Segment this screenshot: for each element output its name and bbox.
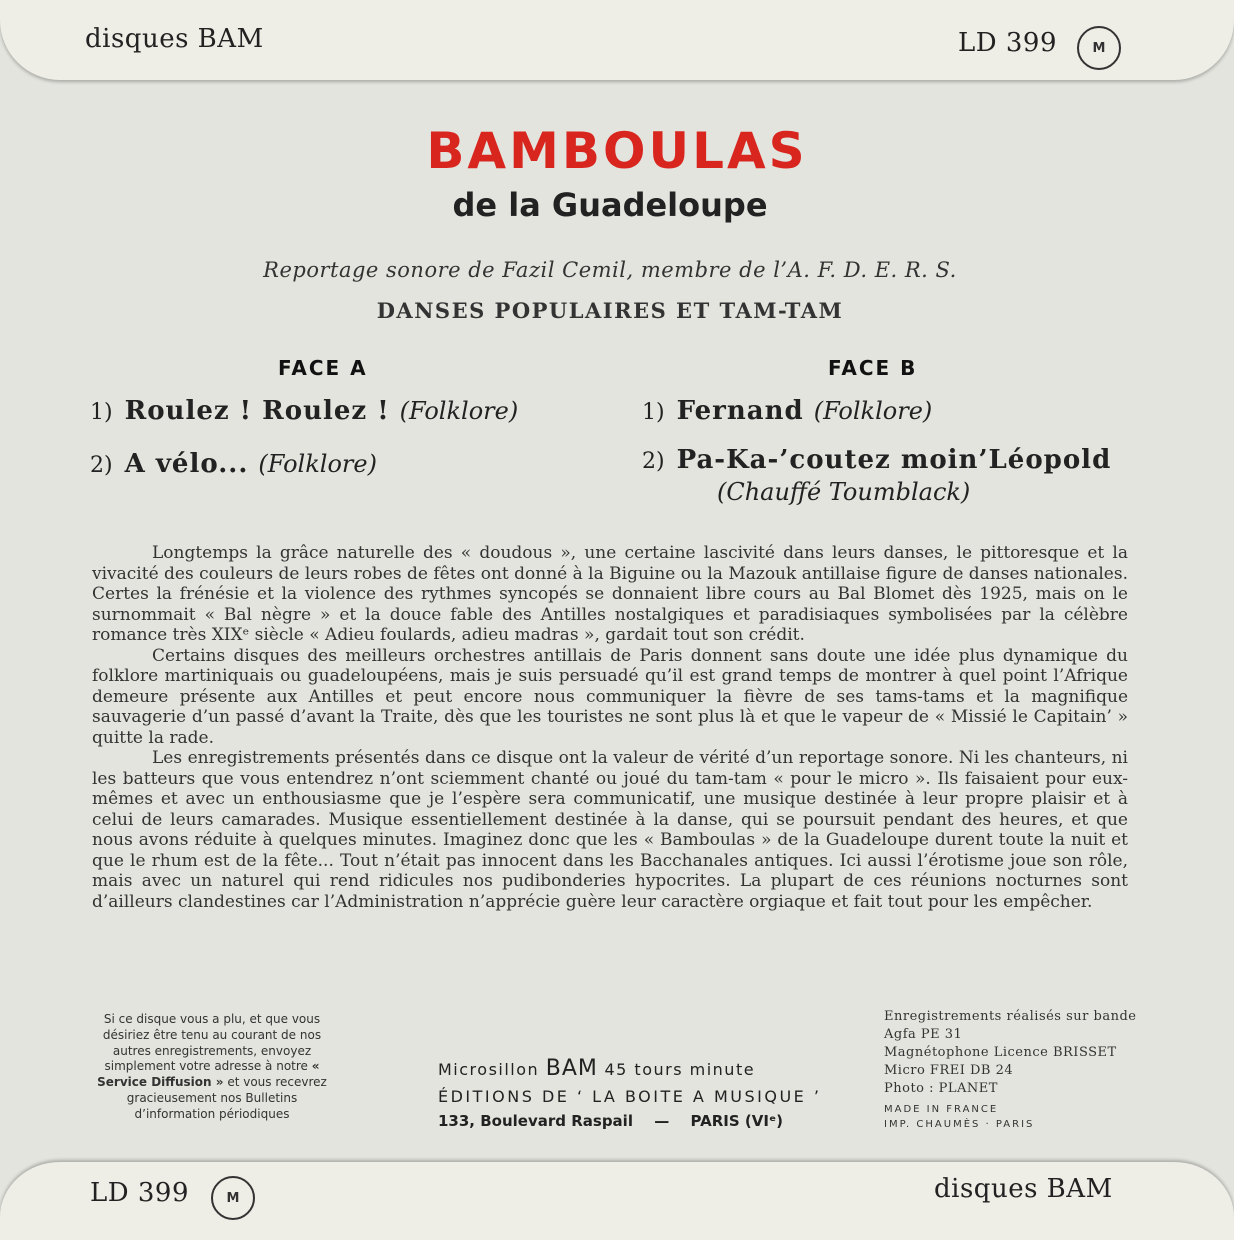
- track-number: 1): [642, 400, 665, 425]
- notice-service-name: « Service Diffusion »: [97, 1059, 320, 1090]
- top-flap: [0, 0, 1234, 80]
- track-genre: (Chauffé Toumblack): [717, 478, 971, 506]
- credit-line: Micro FREI DB 24: [884, 1063, 1014, 1078]
- track-name: A vélo...: [124, 449, 249, 479]
- track-genre: (Folklore): [399, 397, 519, 425]
- reportage-credit: Reportage sonore de Fazil Cemil, membre de l’A. F. D. E. R. S.: [263, 258, 957, 282]
- liner-notes: [92, 543, 1128, 912]
- made-in-france: MADE IN FRANCE: [884, 1104, 999, 1115]
- footer-catalog: LD 399: [90, 1178, 190, 1208]
- track-name: Fernand: [676, 396, 804, 426]
- genre-heading: DANSES POPULAIRES ET TAM-TAM: [376, 298, 844, 323]
- recording-credits: [884, 1008, 1164, 1132]
- face-a-track-2: [90, 449, 377, 479]
- notice-text-before: Si ce disque vous a plu, et que vous désiriez être tenu au courant de nos autres enregistrements, envoyez simplement votre adresse à notre: [102, 1012, 322, 1074]
- service-diffusion-notice: [88, 1012, 336, 1123]
- microsillon-label: Microsillon: [438, 1060, 540, 1079]
- m-mark-icon: M: [211, 1176, 255, 1220]
- credit-line: Enregistrements réalisés sur bande: [884, 1009, 1137, 1024]
- header-brand: disques BAM: [85, 24, 264, 54]
- address-dash: —: [654, 1112, 670, 1130]
- track-number: 2): [90, 453, 113, 478]
- track-name: Pa-Ka-’coutez moin’Léopold: [676, 445, 1112, 475]
- track-number: 2): [642, 449, 665, 474]
- face-b-track-1: [642, 396, 932, 426]
- track-genre: (Folklore): [258, 450, 377, 478]
- address-street: 133, Boulevard Raspail: [438, 1112, 633, 1130]
- album-title: BAMBOULAS: [426, 122, 808, 180]
- address-line: [438, 1112, 783, 1130]
- credit-line: Magnétophone Licence BRISSET: [884, 1045, 1117, 1060]
- publisher-name: ÉDITIONS DE ‘ LA BOITE A MUSIQUE ’: [438, 1087, 822, 1106]
- bam-label: BAM: [545, 1056, 598, 1081]
- credit-line: Photo : PLANET: [884, 1081, 998, 1096]
- address-city: PARIS (VIᵉ): [690, 1112, 783, 1130]
- m-mark-icon: M: [1077, 26, 1121, 70]
- face-a-heading: FACE A: [278, 356, 368, 380]
- printer-credit: IMP. CHAUMÈS · PARIS: [884, 1119, 1035, 1130]
- face-a-track-1: [90, 396, 518, 426]
- track-genre: (Folklore): [813, 397, 933, 425]
- face-b-track-2: [642, 445, 1111, 475]
- footer-brand: disques BAM: [934, 1174, 1113, 1204]
- speed-label: 45 tours minute: [604, 1060, 756, 1079]
- format-line: [438, 1056, 783, 1081]
- header-catalog: LD 399: [958, 28, 1058, 58]
- bottom-flap: [0, 1162, 1234, 1240]
- face-b-heading: FACE B: [828, 356, 918, 380]
- notice-text-after: et vous recevrez gracieusement nos Bulletins d’information périodiques: [126, 1075, 327, 1121]
- liner-paragraph-2: Certains disques des meilleurs orchestres antillais de Paris donnent sans doute une idée plus dynamique du folklore martiniquais ou guadeloupéens, mais je suis persuadé qu’il est grand temps de montrer à quel point l’Afrique demeure présente aux Antilles et peut encore nous communiquer la fièvre de ses tams-tams et la magnifique sauvagerie d’un passé d’avant la Traite, dès que les touristes ne sont plus là et que le vapeur de « Missié le Capitain’ » quitte la rade.: [92, 645, 1128, 748]
- track-number: 1): [90, 400, 113, 425]
- track-name: Roulez ! Roulez !: [124, 396, 390, 426]
- liner-paragraph-3: Les enregistrements présentés dans ce disque ont la valeur de vérité d’un reportage sonore. Ni les chanteurs, ni les batteurs que vous entendrez n’ont sciemment chanté ou joué du tam-tam « pour le micro ». Ils faisaient pour eux-mêmes et avec un enthousiasme que je l’espère sera communicatif, une musique destinée à leur propre plaisir et à celui de leurs camarades. Musique essentiellement destinée à la danse, qui se poursuit pendant des heures, et que nous avons réduite à quelques minutes. Imaginez donc que les « Bamboulas » de la Guadeloupe durent toute la nuit et que le rhum est de la fête... Tout n’était pas innocent dans les Bacchanales antiques. Ici aussi l’érotisme joue son rôle, mais avec un naturel qui rend ridicules nos pudibonderies hypocrites. La plupart de ces réunions nocturnes sont d’ailleurs clandestines car l’Administration n’apprécie guère leur caractère orgiaque et fait tout pour les empêcher.: [92, 748, 1128, 912]
- liner-paragraph-1: Longtemps la grâce naturelle des « doudous », une certaine lascivité dans leurs danses, le pittoresque et la vivacité des couleurs de leurs robes de fêtes ont donné à la Biguine ou la Mazouk antillaise figure de danses nationales. Certes la frénésie et la violence des rythmes syncopés se donnaient libre cours au Bal Blomet dès 1925, mais on le surnommait « Bal nègre » et la douce fable des Antilles nostalgiques et paradisiaques symbolisées par la célèbre romance très XIXᵉ siècle « Adieu foulards, adieu madras », gardait tout son crédit.: [92, 543, 1128, 645]
- album-subtitle: de la Guadeloupe: [452, 186, 768, 224]
- credit-line: Agfa PE 31: [884, 1027, 963, 1042]
- publisher-block: [438, 1056, 822, 1130]
